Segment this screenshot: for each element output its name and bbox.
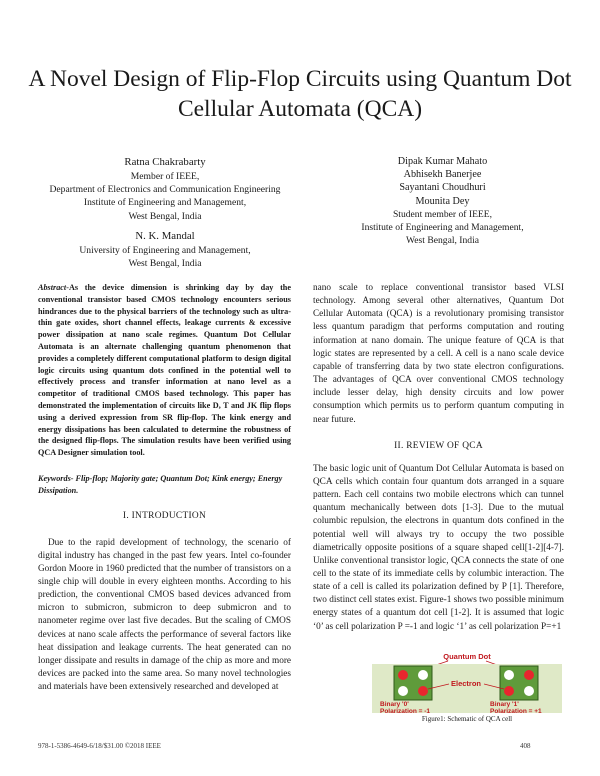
figure-qca-cell bbox=[372, 651, 562, 713]
paragraph: Due to the rapid development of technology, the scenario of digital industry has changed in the past few years. Intel co-founder Gordon Moore in 1960 predicted that the number of transistors on a single chip will double in every eighteen months. According to his prediction, the conventional CMOS based devices advanced from micron to submicron, submicron to deep submicron and to nanometer regime over last five decades. But the scaling of CMOS devices at nano scale affects the performance of several factors like heat dissipation and leakage currents. The heat generated can no longer dissipate and results in damage of the chip as more and more devices are packed into the same area. So many novel technologies and materials have been extensively researched and developed at bbox=[38, 537, 291, 693]
section-heading-introduction: I. INTRODUCTION bbox=[122, 510, 207, 521]
electron-dot bbox=[504, 686, 514, 696]
qca-cell-schematic bbox=[372, 651, 562, 713]
introduction-continued bbox=[313, 282, 564, 427]
qca-cell-binary-1 bbox=[500, 666, 538, 700]
author-block-left bbox=[40, 155, 290, 223]
author-affiliation: University of Engineering and Management, bbox=[79, 245, 251, 256]
figure-caption: Figure1: Schematic of QCA cell bbox=[421, 715, 513, 723]
electron-dot bbox=[418, 686, 428, 696]
footer-copyright: 978-1-5386-4649-6/18/$31.00 ©2018 IEEE bbox=[38, 742, 161, 750]
author-name: Abhisekh Banerjee bbox=[403, 169, 482, 181]
paragraph: The basic logic unit of Quantum Dot Cellular Automata is based on QCA cells which contain four quantum dots arranged in a square pattern. Each cell contains two mobile electrons which can tunnel quantum mechanically between dots [1-3]. Due to the mutual columbic repulsion, the electrons in quantum dots confined in the potential well will always try to occupy the two possible diametrically opposite positions of a square shaped cell[1-2][4-7]. Unlike conventional transistor logic, QCA connects the state of one cell to the state of its immediate cells by columbic interaction. The state of a cell is called its polarization defined by P [1]. Therefore, two distinct cell states exist. Figure-1 shows two possible minimum energy states of a quantum dot cell [1-2]. It is assumed that logic ‘0’ as cell polarization P =-1 and logic ‘1’ as cell polarization P=+1 bbox=[313, 463, 564, 632]
review-text bbox=[313, 463, 564, 634]
introduction-text bbox=[38, 537, 291, 695]
abstract-label: Abstract- bbox=[38, 283, 69, 292]
binary-1-polarization: Polarization = +1 bbox=[490, 708, 542, 713]
author-name: Sayantani Choudhuri bbox=[399, 182, 486, 194]
electron-label: Electron bbox=[450, 679, 482, 688]
binary-0-label: Binary '0' bbox=[380, 701, 409, 708]
author-name: N. K. Mandal bbox=[135, 230, 195, 242]
paper-title: A Novel Design of Flip-Flop Circuits using Quantum Dot Cellular Automata (QCA) bbox=[28, 66, 572, 122]
page-number: 408 bbox=[520, 742, 531, 750]
quantum-dot bbox=[504, 670, 514, 680]
author-block-right bbox=[315, 155, 570, 247]
author-affiliation: West Bengal, India bbox=[405, 235, 480, 247]
paragraph: nano scale to replace conventional transistor based VLSI technology. Among several other alternatives, Quantum Dot Cellular Automata (QCA) is a revolutionary promising transistor less quantum paradigm that performs computation and routing information at nano domain. The unique feature of QCA is that logic states are represented by a cell. A cell is a nano scale device capable of transferring data by two state electron configurations. The advantages of QCA over conventional CMOS technology include lesser delay, high density circuits and low power consumption which permits us to perform quantum computing in near future. bbox=[313, 283, 564, 425]
quantum-dot bbox=[524, 686, 534, 696]
author-affiliation: Institute of Engineering and Management, bbox=[361, 222, 524, 234]
author-affiliation: Student member of IEEE, bbox=[392, 208, 493, 220]
abstract-text: As the device dimension is shrinking day by day the conventional transistor based CMOS technology encounters serious hindrances due to the physical barriers of the technology such as ultra-thin gate oxides, short channel effects, leakage currents & excessive power dissipation at nano scale regimes. Quantum Dot Cellular Automata is an alternate challenging quantum phenomenon that provides a completely different computational platform to design digital logic circuits using quantum dots confined in the potential well to effectively process and transfer information at nano level as a competitor of traditional CMOS based technology. This paper has demonstrated the implementation of circuits like D, T and JK flip flops using a derived expression from SR flip-flop. The kink energy and energy dissipations has been calculated to determine the robustness of the designed flip-flops. The simulation results have been verified using QCA Designer simulation tool. bbox=[38, 283, 291, 458]
author-affiliation: West Bengal, India bbox=[128, 258, 202, 270]
author-name: Mounita Dey bbox=[415, 195, 470, 207]
quantum-dot-label: Quantum Dot bbox=[443, 652, 491, 661]
author-name: Dipak Kumar Mahato bbox=[397, 156, 488, 167]
abstract bbox=[38, 282, 291, 459]
qca-cell-binary-0 bbox=[394, 666, 432, 700]
quantum-dot bbox=[418, 670, 428, 680]
section-heading-review: II. REVIEW OF QCA bbox=[394, 440, 483, 451]
right-column bbox=[313, 282, 564, 634]
author-block-left-2 bbox=[40, 229, 290, 270]
left-column bbox=[38, 282, 291, 694]
author-name: Ratna Chakrabarty bbox=[124, 156, 206, 168]
author-affiliation: Institute of Engineering and Management, bbox=[83, 197, 247, 209]
author-affiliation: Member of IEEE, bbox=[130, 171, 200, 182]
binary-0-polarization: Polarization = -1 bbox=[380, 708, 431, 713]
electron-dot bbox=[398, 670, 408, 680]
electron-dot bbox=[524, 670, 534, 680]
binary-1-label: Binary '1' bbox=[490, 701, 519, 708]
quantum-dot bbox=[398, 686, 408, 696]
keywords: Keywords- Flip-flop; Majority gate; Quantum Dot; Kink energy; Energy Dissipation. bbox=[38, 473, 283, 495]
author-affiliation: West Bengal, India bbox=[128, 210, 202, 222]
author-affiliation: Department of Electronics and Communication Engineering bbox=[49, 184, 281, 196]
